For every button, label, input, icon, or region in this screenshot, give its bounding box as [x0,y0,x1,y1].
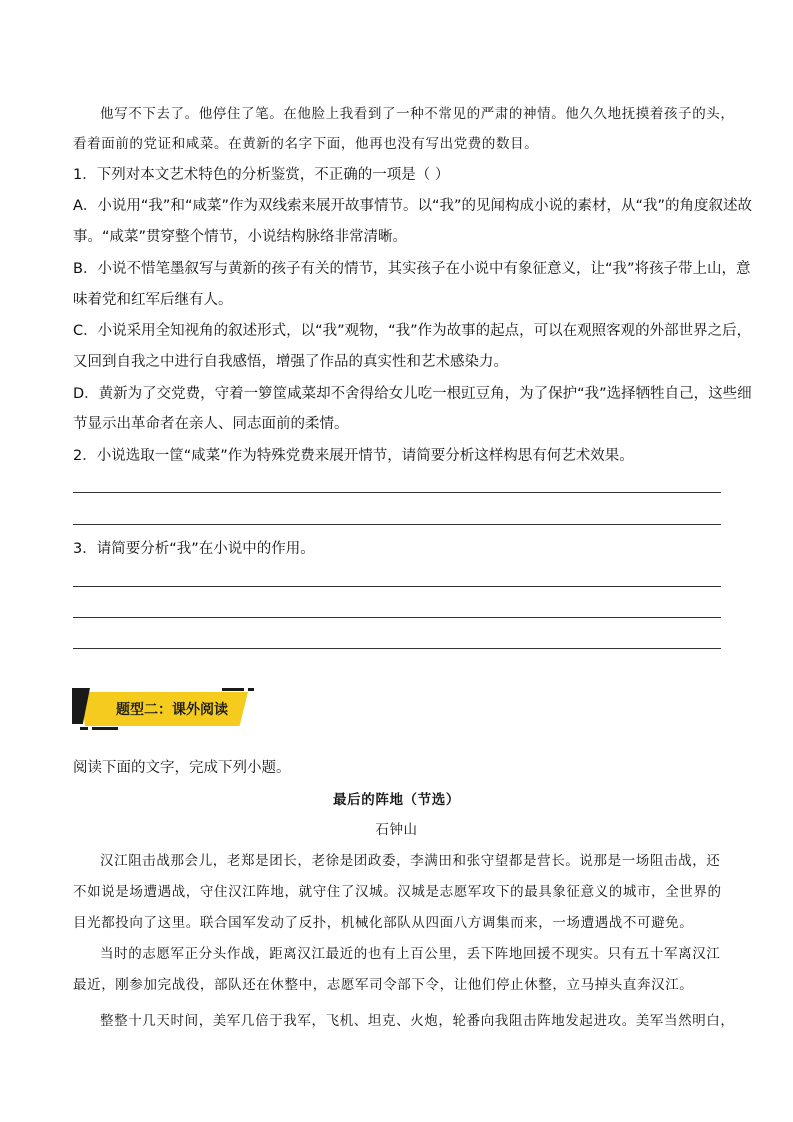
banner-dash [248,688,254,691]
story-paragraph: 目光都投向了这里。联合国军发动了反扑，机械化部队从四面八方调集而来，一场遭遇战不可避免。 [73,915,694,931]
banner-dash [222,688,244,691]
section-banner [72,688,256,730]
option-a-cont: 事。“咸菜”贯穿整个情节，小说结构脉络非常清晰。 [73,229,408,245]
banner-dash [92,727,118,730]
passage-line: 他写不下去了。他停住了笔。在他脸上我看到了一种不常见的严肃的神情。他久久地抚摸着孩子的头， [100,106,735,122]
story-paragraph: 汉江阻击战那会儿，老郑是团长，老徐是团政委，李满田和张守望都是营长。说那是一场阻击战，还 [100,853,721,869]
passage-line: 看着面前的党证和咸菜。在黄新的名字下面，他再也没有写出党费的数目。 [73,136,539,152]
question-1-stem: 1．下列对本文艺术特色的分析鉴赏，不正确的一项是（ ） [73,167,450,183]
reading-intro: 阅读下面的文字，完成下列小题。 [73,760,291,776]
option-d-cont: 节显示出革命者在亲人、同志面前的柔情。 [73,416,349,432]
banner-dash [80,727,88,730]
section-title: 题型二：课外阅读 [116,702,228,718]
answer-line[interactable] [73,492,721,493]
story-author: 石钟山 [375,822,418,838]
option-b: B．小说不惜笔墨叙写与黄新的孩子有关的情节，其实孩子在小说中有象征意义，让“我”将孩子带上山，意 [73,261,751,277]
question-2-stem: 2．小说选取一筐“咸菜”作为特殊党费来展开情节，请简要分析这样构思有何艺术效果。 [73,448,634,464]
story-title: 最后的阵地（节选） [333,792,460,808]
story-paragraph: 整整十几天时间，美军几倍于我军，飞机、坦克、火炮，轮番向我阻击阵地发起进攻。美军当然明白， [100,1013,735,1029]
answer-line[interactable] [73,617,721,618]
answer-line[interactable] [73,648,721,649]
option-b-cont: 味着党和红军后继有人。 [73,292,233,308]
answer-line[interactable] [73,524,721,525]
story-paragraph: 最近，刚参加完战役，部队还在休整中，志愿军司令部下令，让他们停止休整，立马掉头直奔汉江。 [73,977,694,993]
option-a: A．小说用“我”和“咸菜”作为双线索来展开故事情节。以“我”的见闻构成小说的素材，从“我”的角度叙述故 [73,198,753,214]
story-paragraph: 不如说是场遭遇战，守住汉江阵地，就守住了汉城。汉城是志愿军攻下的最具象征意义的城市，全世界的 [73,884,722,900]
answer-line[interactable] [73,586,721,587]
story-paragraph: 当时的志愿军正分头作战，距离汉江最近的也有上百公里，丢下阵地回援不现实。只有五十军离汉江 [100,946,721,962]
option-c-cont: 又回到自我之中进行自我感悟，增强了作品的真实性和艺术感染力。 [73,354,508,370]
option-c: C．小说采用全知视角的叙述形式，以“我”观物，“我”作为故事的起点，可以在观照客观的外部世界之后， [73,323,752,339]
option-d: D．黄新为了交党费，守着一箩筐咸菜却不舍得给女儿吃一根豇豆角，为了保护“我”选择牺牲自己，这些细 [73,386,752,402]
question-3-stem: 3．请简要分析“我”在小说中的作用。 [73,541,315,557]
